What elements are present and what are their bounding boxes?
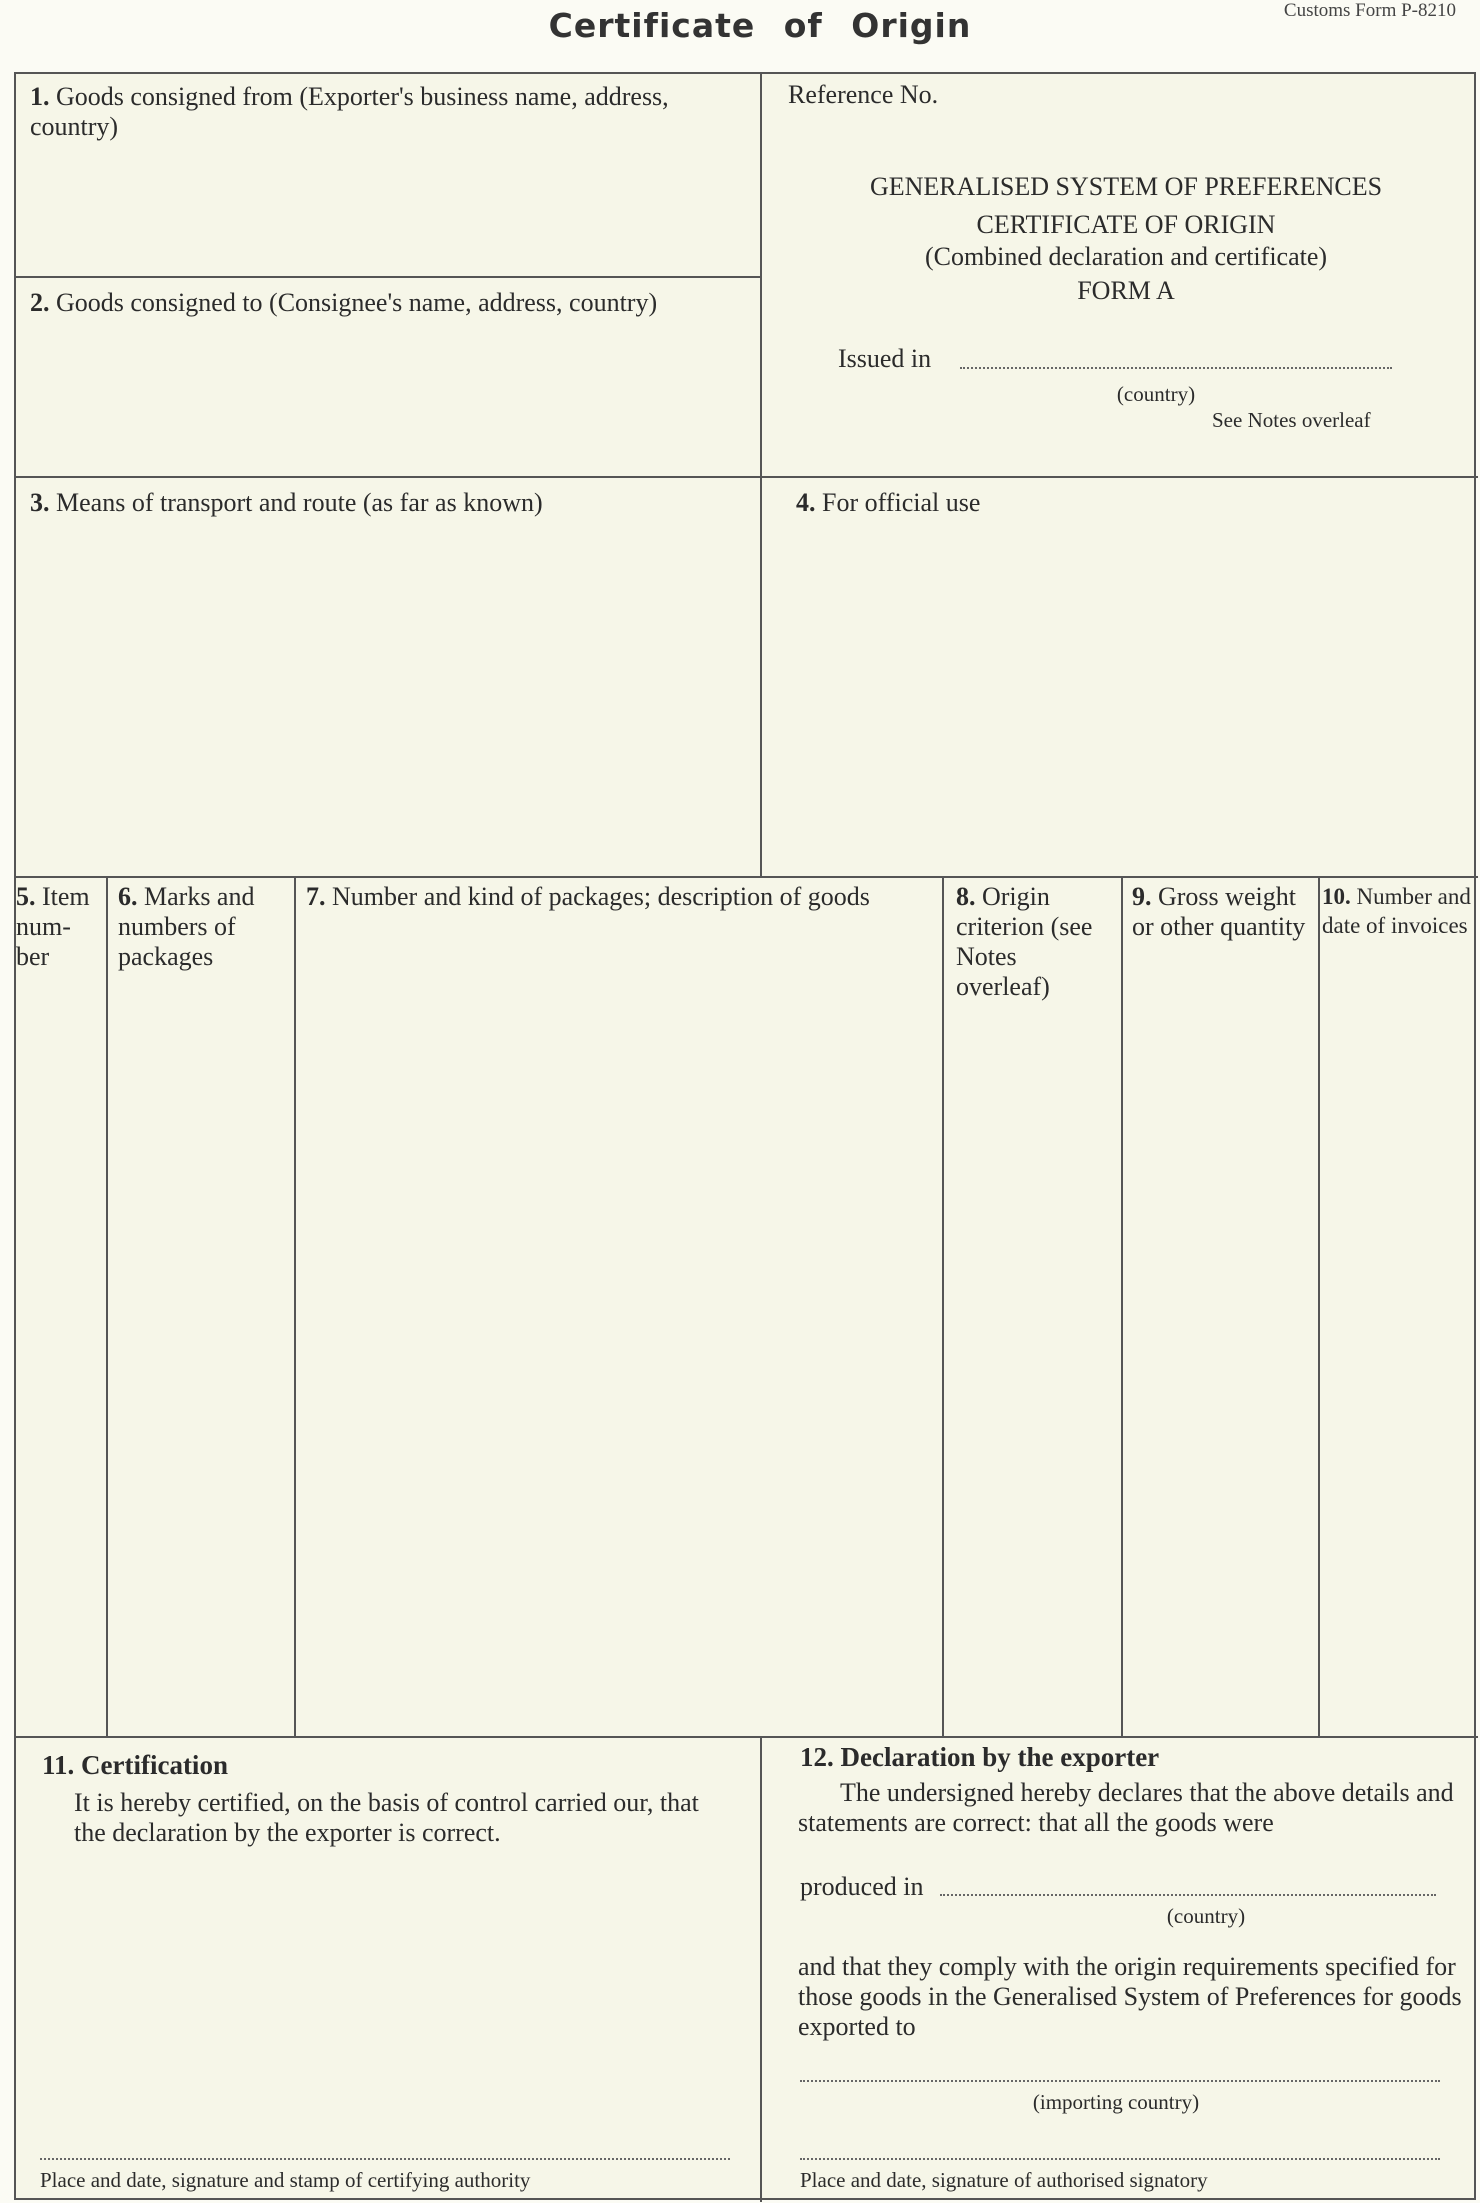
box2-label: 2. Goods consigned to (Consignee's name, address, country) bbox=[30, 288, 658, 317]
col9-header: 9. Gross weight or other quantity bbox=[1132, 882, 1306, 941]
col7-field[interactable] bbox=[298, 1034, 938, 1724]
box11-text: It is hereby certified, on the basis of control carried our, that the declaration by the exporter is correct. bbox=[74, 1788, 699, 1847]
divider-row4 bbox=[16, 1736, 1478, 1738]
form-number: Customs Form P-8210 bbox=[1283, 0, 1456, 21]
issued-in-field[interactable] bbox=[960, 367, 1392, 369]
produced-in-field[interactable] bbox=[940, 1894, 1436, 1896]
divider-col8 bbox=[1121, 876, 1123, 1736]
divider-col6 bbox=[294, 876, 296, 1736]
box12-footer: Place and date, signature of authorised signatory bbox=[800, 2168, 1208, 2192]
reference-line3: (Combined declaration and certificate) bbox=[924, 242, 1328, 271]
col10-field[interactable] bbox=[1322, 1034, 1472, 1724]
reference-field[interactable] bbox=[966, 78, 1466, 114]
divider-col9 bbox=[1318, 876, 1320, 1736]
col7-header: 7. Number and kind of packages; description of goods bbox=[306, 882, 870, 911]
reference-line2: CERTIFICATE OF ORIGIN bbox=[976, 210, 1276, 239]
issued-in-label: Issued in bbox=[838, 344, 932, 373]
col8-header: 8. Origin criterion (see Notes overleaf) bbox=[956, 882, 1093, 1001]
box12-text1: The undersigned hereby declares that the above details and statements are correct: that all the goods were bbox=[798, 1778, 1454, 1837]
box11-footer: Place and date, signature and stamp of certifying authority bbox=[40, 2168, 531, 2192]
divider-box1-box2 bbox=[16, 276, 760, 278]
box4-field[interactable] bbox=[776, 524, 1466, 864]
box12-signature-line[interactable] bbox=[800, 2158, 1440, 2160]
title-word-certificate: Certificate bbox=[548, 6, 756, 45]
box3-label: 3. Means of transport and route (as far as known) bbox=[30, 488, 543, 517]
box2-field[interactable] bbox=[30, 324, 750, 469]
title-word-origin: Origin bbox=[851, 6, 972, 45]
col9-field[interactable] bbox=[1126, 1034, 1314, 1724]
col6-header: 6. Marks and numbers of packages bbox=[118, 882, 255, 971]
see-notes-overleaf: See Notes overleaf bbox=[1212, 408, 1371, 432]
divider-top-vertical bbox=[760, 74, 762, 876]
issued-in-country-caption: (country) bbox=[1116, 382, 1196, 406]
page-title bbox=[0, 6, 1480, 45]
divider-row3 bbox=[16, 876, 1478, 878]
box1-label: 1. Goods consigned from (Exporter's business name, address, country) bbox=[30, 82, 669, 141]
col5-field[interactable] bbox=[20, 1034, 102, 1724]
importing-country-caption: (importing country) bbox=[1032, 2090, 1200, 2114]
reference-line1: GENERALISED SYSTEM OF PREFERENCES bbox=[869, 172, 1383, 201]
box11-title: 11. Certification bbox=[42, 1750, 228, 1780]
col5-header: 5. Item num-ber bbox=[16, 882, 90, 971]
produced-in-label: produced in bbox=[800, 1872, 924, 1901]
importing-country-field[interactable] bbox=[800, 2080, 1440, 2082]
box3-field[interactable] bbox=[30, 524, 750, 864]
reference-label: Reference No. bbox=[788, 80, 939, 109]
col6-field[interactable] bbox=[110, 1034, 290, 1724]
box4-label: 4. For official use bbox=[796, 488, 981, 517]
col10-header: 10. Number and date of invoices bbox=[1322, 884, 1471, 938]
title-word-of: of bbox=[783, 6, 823, 45]
reference-line4: FORM A bbox=[1077, 276, 1175, 305]
box12-title: 12. Declaration by the exporter bbox=[800, 1742, 1160, 1772]
certificate-form bbox=[14, 72, 1476, 2200]
box12-text2: and that they comply with the origin requirements specified for those goods in the Generalised System of Preferences for goods exported to bbox=[798, 1952, 1462, 2041]
divider-bottom-vertical bbox=[760, 1736, 762, 2202]
produced-in-country-caption: (country) bbox=[1166, 1904, 1246, 1928]
box1-field[interactable] bbox=[30, 104, 750, 264]
col8-field[interactable] bbox=[946, 1034, 1116, 1724]
divider-col5 bbox=[106, 876, 108, 1736]
box11-signature-line[interactable] bbox=[40, 2158, 730, 2160]
divider-col7 bbox=[942, 876, 944, 1736]
divider-row2 bbox=[16, 476, 1478, 478]
